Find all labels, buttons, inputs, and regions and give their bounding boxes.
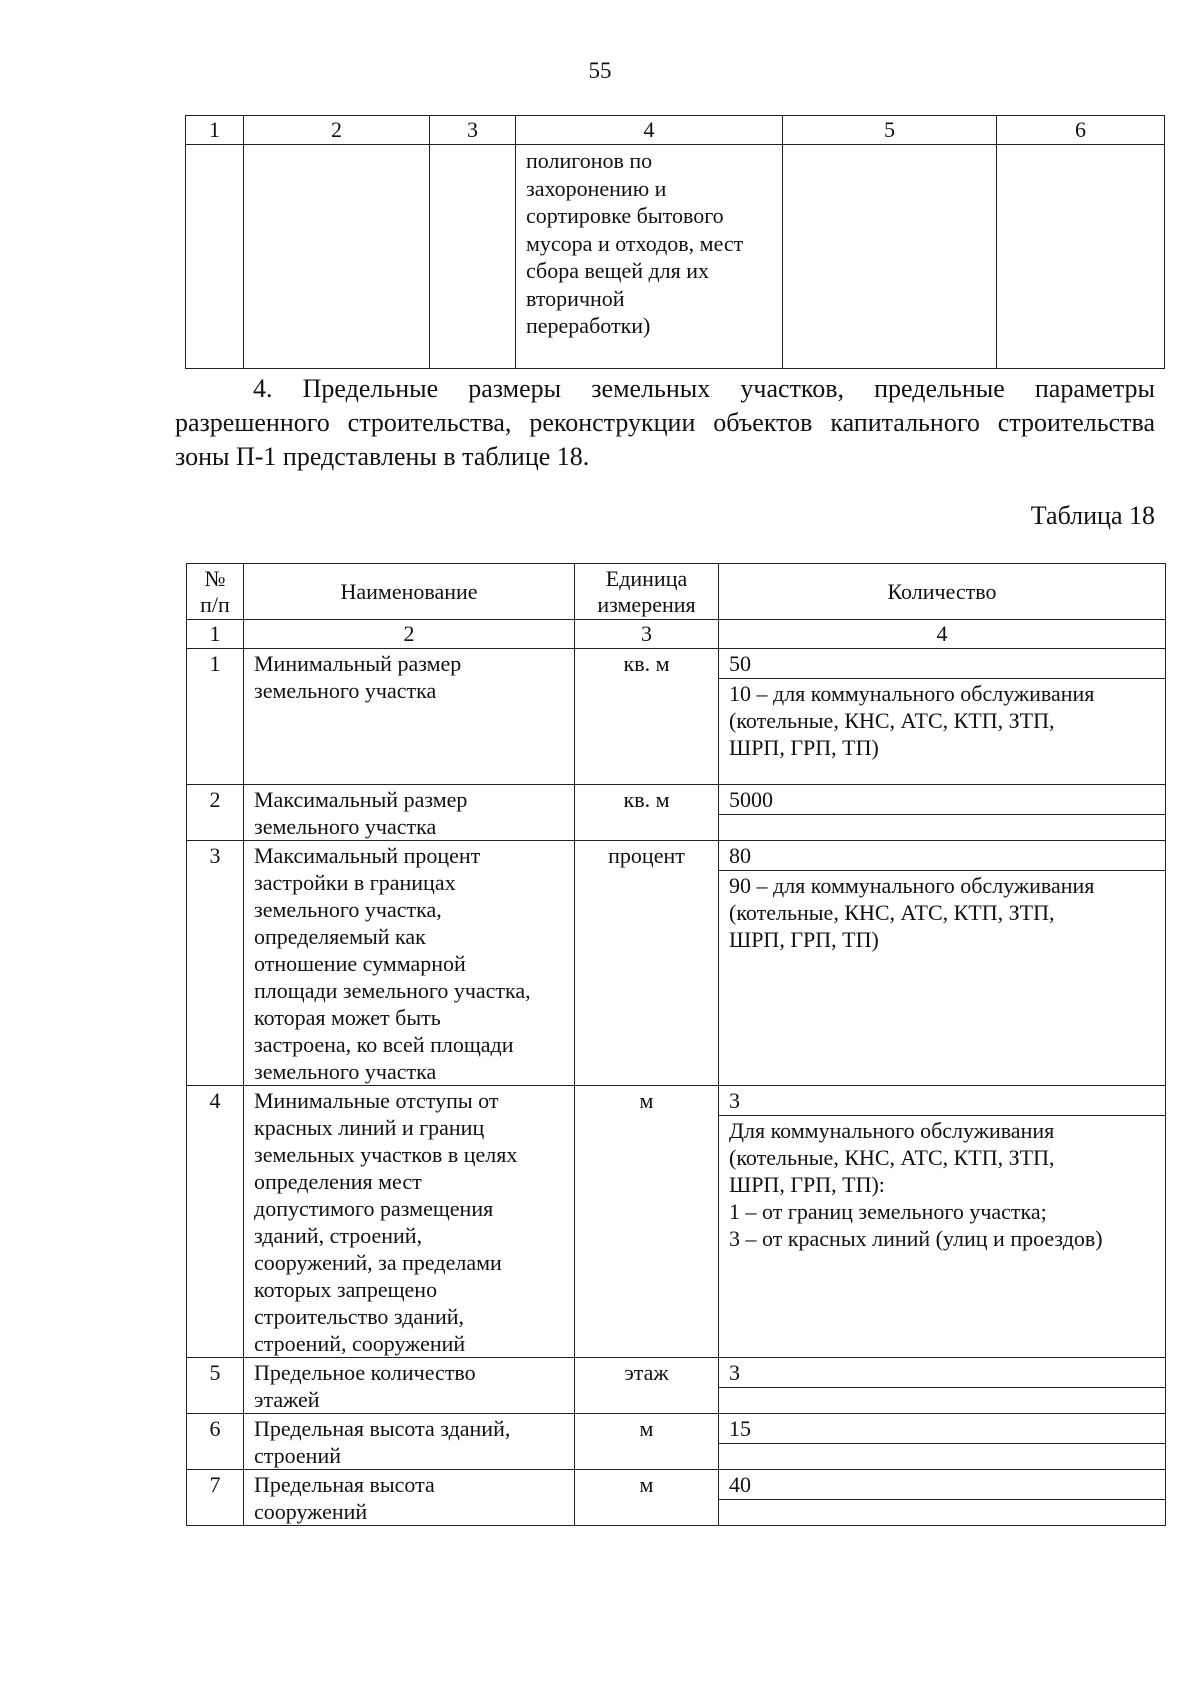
parameter-name: [244, 841, 575, 1086]
col-header: 3: [430, 116, 516, 145]
unit-of-measure: кв. м: [575, 785, 719, 841]
quantity-cell: [719, 1358, 1166, 1414]
quantity-value: 50: [719, 649, 1165, 679]
text-line: (котельные, КНС, АТС, КТП, ЗТП,: [729, 900, 1055, 925]
text-line: зданий, строений,: [254, 1223, 423, 1248]
col-header: 5: [783, 116, 997, 145]
text-line: определения мест: [254, 1169, 422, 1194]
text-line: (котельные, КНС, АТС, КТП, ЗТП,: [729, 1145, 1055, 1170]
column-number-row: [187, 620, 1166, 649]
parameter-name: [244, 649, 575, 785]
col-number: 2: [244, 620, 575, 649]
header-line: измерения: [597, 591, 696, 617]
table-row: [187, 649, 1166, 785]
col-number: 4: [719, 620, 1166, 649]
header-quantity: Количество: [719, 564, 1166, 620]
text-line: земельного участка: [254, 814, 437, 839]
text-line: сортировке бытового: [526, 203, 724, 228]
text-line: площади земельного участка,: [254, 978, 531, 1003]
parameter-name: [244, 785, 575, 841]
parameter-name: [244, 1414, 575, 1470]
header-unit: [575, 564, 719, 620]
text-line: ШРП, ГРП, ТП):: [729, 1172, 885, 1197]
table-caption: Таблица 18: [1030, 501, 1155, 530]
header-line: Единица: [605, 565, 688, 591]
quantity-value: 5000: [719, 785, 1165, 815]
text-line: строений, сооружений: [254, 1331, 466, 1356]
row-number: 5: [187, 1358, 244, 1414]
text-line: 3 – от красных линий (улиц и проездов): [729, 1226, 1103, 1251]
text-line: строительство зданий,: [254, 1304, 464, 1329]
table-row: [187, 1470, 1166, 1526]
row-number: 4: [187, 1086, 244, 1358]
table-row: [187, 1358, 1166, 1414]
table-row: [187, 1414, 1166, 1470]
unit-of-measure: м: [575, 1470, 719, 1526]
quantity-cell: [719, 1086, 1166, 1358]
parameters-table: [186, 563, 1166, 1526]
text-line: Предельная высота зданий,: [254, 1416, 511, 1441]
text-line: красных линий и границ: [254, 1115, 485, 1140]
text-line: строений: [254, 1443, 342, 1468]
row-number: 3: [187, 841, 244, 1086]
quantity-value: 3: [719, 1358, 1165, 1388]
empty-cell: [783, 145, 997, 369]
empty-cell: [997, 145, 1165, 369]
text-line: этажей: [254, 1387, 320, 1412]
cell-text: [516, 145, 783, 369]
text-line: вторичной: [526, 285, 625, 311]
unit-of-measure: м: [575, 1086, 719, 1358]
col-header: 4: [516, 116, 783, 145]
text-line: Минимальные отступы от: [254, 1088, 499, 1113]
quantity-value: 15: [719, 1414, 1165, 1444]
text-line: Предельное количество: [254, 1360, 476, 1385]
row-number: 7: [187, 1470, 244, 1526]
text-line: земельного участка,: [254, 897, 442, 922]
quantity-note: [719, 1116, 1165, 1252]
unit-of-measure: этаж: [575, 1358, 719, 1414]
text-line: ШРП, ГРП, ТП): [729, 735, 879, 760]
col-number: 3: [575, 620, 719, 649]
text-line: переработки): [526, 313, 651, 338]
parameter-name: [244, 1358, 575, 1414]
row-number: 6: [187, 1414, 244, 1470]
page-number: 55: [588, 58, 612, 83]
empty-cell: [430, 145, 516, 369]
row-number: 2: [187, 785, 244, 841]
text-line: определяемый как: [254, 924, 426, 949]
text-line: сооружений, за пределами: [254, 1250, 502, 1275]
header-line: №: [204, 565, 226, 591]
empty-cell: [244, 145, 430, 369]
text-line: земельных участков в целях: [254, 1142, 518, 1167]
quantity-cell: [719, 1414, 1166, 1470]
text-line: Максимальный процент: [254, 843, 481, 868]
continuation-table: [185, 115, 1165, 369]
quantity-note: [719, 871, 1165, 953]
body-paragraph: [175, 372, 1155, 474]
parameter-name: [244, 1470, 575, 1526]
text-line: допустимого размещения: [254, 1196, 494, 1221]
text-line: захоронению и: [526, 175, 667, 201]
text-line: застройки в границах: [254, 870, 456, 895]
text-line: Максимальный размер: [254, 787, 468, 812]
text-line: 10 – для коммунального обслуживания: [729, 681, 1095, 706]
text-line: сооружений: [254, 1499, 368, 1524]
table-body: [187, 649, 1166, 1526]
table-row: [187, 785, 1166, 841]
quantity-note: [719, 679, 1165, 761]
empty-cell: [186, 145, 244, 369]
text-line: полигонов по: [526, 148, 653, 173]
quantity-cell: [719, 649, 1166, 785]
quantity-cell: [719, 785, 1166, 841]
text-line: которая может быть: [254, 1005, 441, 1030]
text-line: земельного участка: [254, 1059, 437, 1084]
text-line: земельного участка: [254, 678, 437, 703]
parameter-name: [244, 1086, 575, 1358]
text-line: сбора вещей для их: [526, 258, 710, 283]
unit-of-measure: процент: [575, 841, 719, 1086]
text-line: 90 – для коммунального обслуживания: [729, 873, 1095, 898]
unit-of-measure: кв. м: [575, 649, 719, 785]
col-header: 2: [244, 116, 430, 145]
text-line: ШРП, ГРП, ТП): [729, 927, 879, 952]
header-number: [187, 564, 244, 620]
header-name: Наименование: [244, 564, 575, 620]
table-row: [187, 1086, 1166, 1358]
text-line: Для коммунального обслуживания: [729, 1118, 1055, 1143]
row-number: 1: [187, 649, 244, 785]
text-line: Предельная высота: [254, 1472, 435, 1497]
text-line: мусора и отходов, мест: [526, 230, 744, 256]
quantity-value: 80: [719, 841, 1165, 871]
text-line: (котельные, КНС, АТС, КТП, ЗТП,: [729, 708, 1055, 733]
quantity-cell: [719, 841, 1166, 1086]
continuation-table-header-row: [186, 116, 1165, 145]
text-line: 1 – от границ земельного участка;: [729, 1199, 1047, 1224]
col-header: 1: [186, 116, 244, 145]
table-row: [186, 145, 1165, 369]
text-line: Минимальный размер: [254, 651, 462, 676]
unit-of-measure: м: [575, 1414, 719, 1470]
text-line: застроена, ко всей площади: [254, 1032, 514, 1057]
table-row: [187, 841, 1166, 1086]
header-line: п/п: [200, 591, 230, 617]
text-line: которых запрещено: [254, 1277, 438, 1302]
quantity-value: 3: [719, 1086, 1165, 1116]
quantity-value: 40: [719, 1470, 1165, 1500]
table-header-row: [187, 564, 1166, 620]
quantity-cell: [719, 1470, 1166, 1526]
text-line: отношение суммарной: [254, 951, 466, 976]
paragraph-text: 4. Предельные размеры земельных участков, предельные параметры разрешенного строительства, реконструкции объектов капитального строительства зоны П-1 представлены в таблице 18.: [175, 374, 1155, 471]
col-number: 1: [187, 620, 244, 649]
col-header: 6: [997, 116, 1165, 145]
